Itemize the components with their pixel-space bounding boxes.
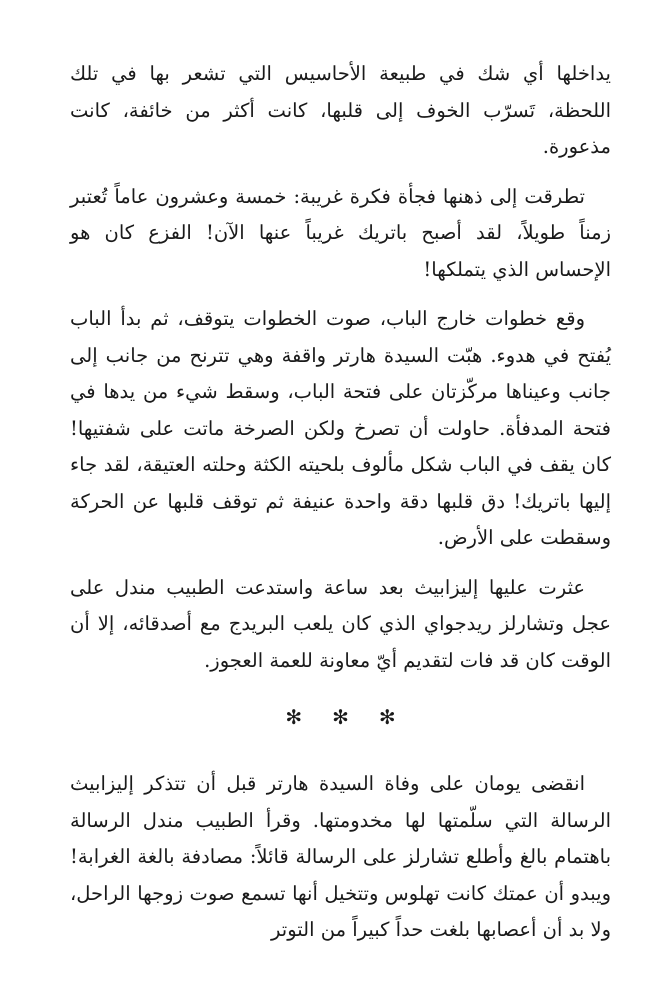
asterisk-icon: ✻ xyxy=(285,704,303,729)
paragraph-continuation: يداخلها أي شك في طبيعة الأحاسيس التي تشعر بها في تلك اللحظة، تَسرّب الخوف إلى قلبها، كانت أكثر من خائفة، كانت مذعورة. xyxy=(70,62,611,158)
paragraph: تطرقت إلى ذهنها فجأة فكرة غريبة: خمسة وعشرون عاماً تُعتبر زمناً طويلاً، لقد أصبح باتريك غريباً عنها الآن! الفزع كان هو الإحساس الذي يتملكها! xyxy=(70,184,611,281)
section-separator xyxy=(70,699,611,735)
book-page xyxy=(70,56,611,962)
asterisk-icon: ✻ xyxy=(378,704,396,729)
asterisk-icon: ✻ xyxy=(332,704,349,729)
paragraph: انقضى يومان على وفاة السيدة هارتر قبل أن تتذكر إليزابيث الرسالة التي سلّمتها لها مخدومتها. وقرأ الطبيب مندل الرسالة باهتمام بالغ وأطلع تشارلز على الرسالة قائلاً: مصادفة بالغة الغرابة! ويبدو أن عمتك كانت تهلوس وتتخيل أنها تسمع صوت زوجها الراحل، ولا بد أن أعصابها بلغت حداً كبيراً من التوتر xyxy=(70,772,611,941)
paragraph: وقع خطوات خارج الباب، صوت الخطوات يتوقف، ثم بدأ الباب يُفتح في هدوء. هبّت السيدة هارتر واقفة وهي تترنح من جانب إلى جانب وعيناها مركّزتان على فتحة الباب، وسقط شيء من يدها في فتحة المدفأة. حاولت أن تصرخ ولكن الصرخة ماتت على شفتيها! كان يقف في الباب شكل مألوف بلحيته الكثة وحلته العتيقة، لقد جاء إليها باتريك! دق قلبها دقة واحدة عنيفة ثم توقف قلبها عن الحركة وسقطت على الأرض. xyxy=(70,307,611,549)
paragraph: عثرت عليها إليزابيث بعد ساعة واستدعت الطبيب مندل على عجل وتشارلز ريدجواي الذي كان يلعب البريدج مع أصدقائه، إلا أن الوقت كان قد فات لتقديم أيّ معاونة للعمة العجوز. xyxy=(70,575,611,672)
